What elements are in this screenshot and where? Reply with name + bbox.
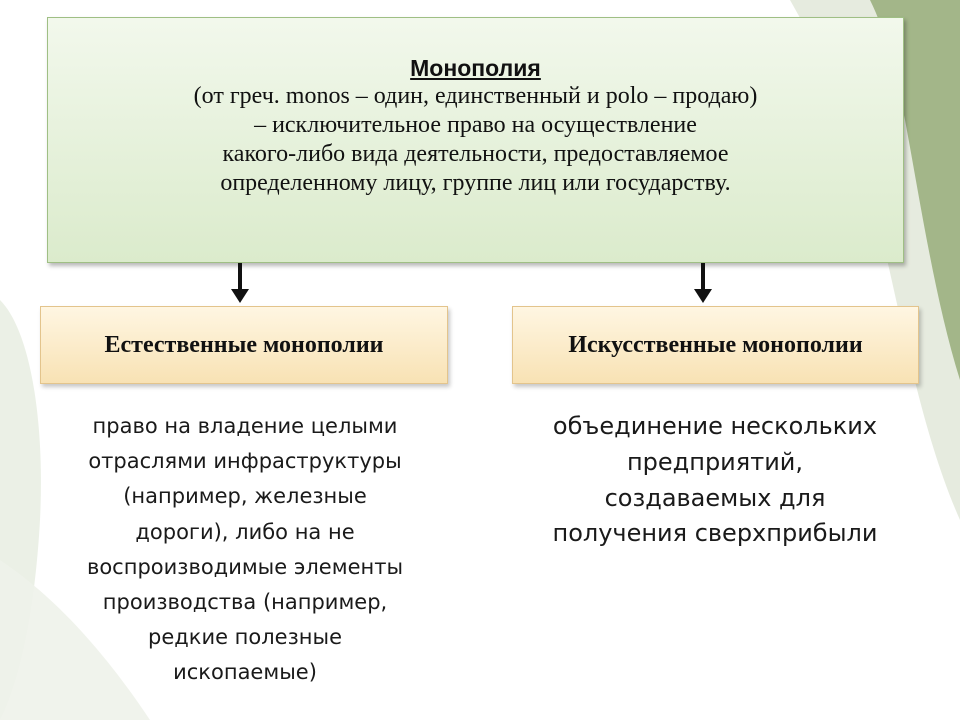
description-line: создаваемых для: [604, 483, 826, 512]
description-line: объединение нескольких: [552, 412, 878, 440]
description-line: дороги), либо на не: [135, 519, 355, 544]
monopoly-definition-box: [47, 17, 904, 263]
description-line: отраслями инфраструктуры: [88, 449, 402, 474]
description-line: производства (например,: [102, 590, 388, 615]
description-line: воспроизводимые элементы: [86, 554, 404, 579]
natural-monopolies-box: Естественные монополии: [40, 306, 448, 384]
description-line: редкие полезные: [147, 625, 342, 650]
arrow-down-icon-left: [229, 263, 251, 305]
definition-line-3: какого-либо вида деятельности, предоставляемое: [222, 141, 729, 167]
arrow-down-icon-right: [692, 263, 714, 305]
description-line: ископаемые): [173, 660, 317, 685]
description-line: (например, железные: [123, 484, 367, 509]
artificial-monopolies-description: [505, 409, 925, 552]
description-line: предприятий,: [626, 447, 804, 476]
natural-monopolies-description: [40, 409, 450, 691]
monopoly-title: Монополия: [410, 55, 541, 81]
description-line: право на владение целыми: [92, 414, 398, 438]
definition-line-4: определенному лицу, группе лиц или государству.: [220, 170, 731, 196]
artificial-monopolies-box: Искусственные монополии: [512, 306, 919, 384]
description-line: получения сверхприбыли: [552, 519, 878, 548]
definition-line-2: – исключительное право на осуществление: [254, 112, 697, 138]
definition-line-1: (от греч. monos – один, единственный и polo – продаю): [193, 83, 758, 109]
